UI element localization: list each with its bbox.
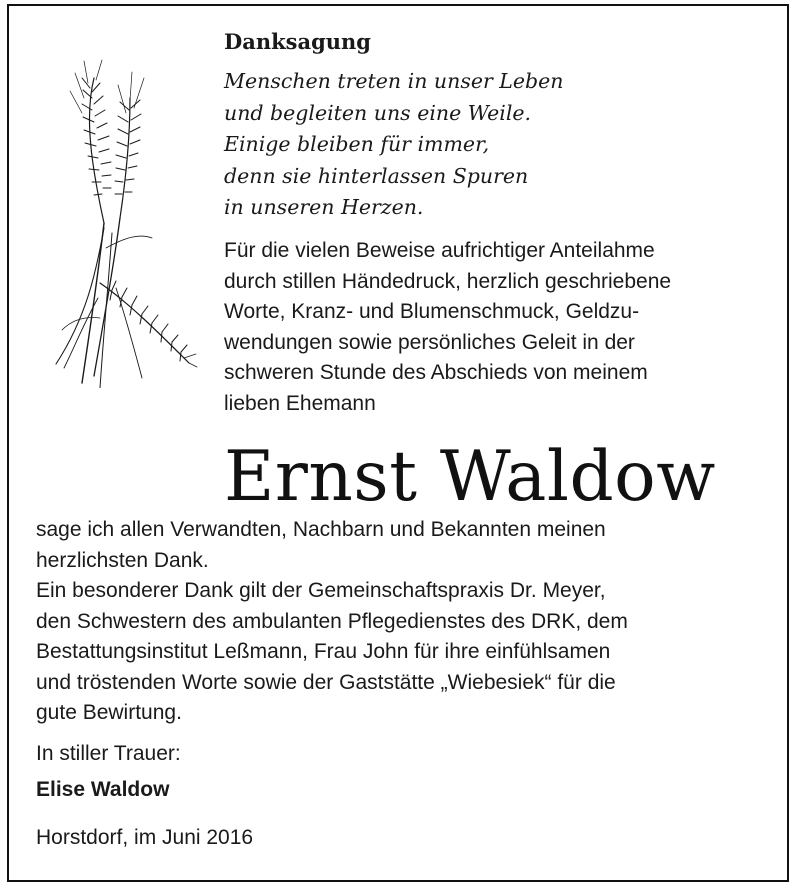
place-date: Horstdorf, im Juni 2016: [36, 826, 254, 849]
poem-line: Menschen treten in unser Leben: [224, 69, 564, 93]
body-paragraph: [36, 515, 628, 729]
thanks-line: schweren Stunde des Abschieds von meinem: [224, 361, 648, 384]
thanks-line: lieben Ehemann: [224, 391, 376, 415]
thanks-line: durch stillen Händedruck, herzlich geschriebene: [224, 269, 672, 293]
body-line: sage ich allen Verwandten, Nachbarn und Bekannten meinen: [36, 518, 606, 541]
thanks-line: wendungen sowie persönliches Geleit in der: [224, 330, 635, 354]
heading: Danksagung: [224, 29, 371, 54]
wheat-illustration: [34, 58, 199, 388]
mourning-label: In stiller Trauer:: [36, 742, 181, 765]
body-line: herzlichsten Dank.: [36, 548, 209, 572]
thanks-paragraph: [224, 236, 671, 419]
body-line: den Schwestern des ambulanten Pflegedienstes des DRK, dem: [36, 609, 628, 633]
poem-line: und begleiten uns eine Weile.: [224, 100, 532, 125]
thanks-line: Worte, Kranz- und Blumenschmuck, Geldzu-: [224, 300, 640, 323]
poem-line: in unseren Herzen.: [224, 195, 424, 219]
poem: [224, 66, 564, 224]
body-line: und tröstenden Worte sowie der Gaststätte „Wiebesiek“ für die: [36, 670, 616, 694]
deceased-name: Ernst Waldow: [224, 437, 716, 517]
body-line: gute Bewirtung.: [36, 701, 182, 724]
signer-name: Elise Waldow: [36, 778, 170, 801]
poem-line: denn sie hinterlassen Spuren: [224, 163, 529, 188]
poem-line: Einige bleiben für immer,: [224, 132, 490, 156]
body-line: Ein besonderer Dank gilt der Gemeinschaftspraxis Dr. Meyer,: [36, 579, 606, 602]
body-line: Bestattungsinstitut Leßmann, Frau John für ihre einfühlsamen: [36, 640, 611, 663]
thanks-line: Für die vielen Beweise aufrichtiger Anteilahme: [224, 239, 655, 262]
